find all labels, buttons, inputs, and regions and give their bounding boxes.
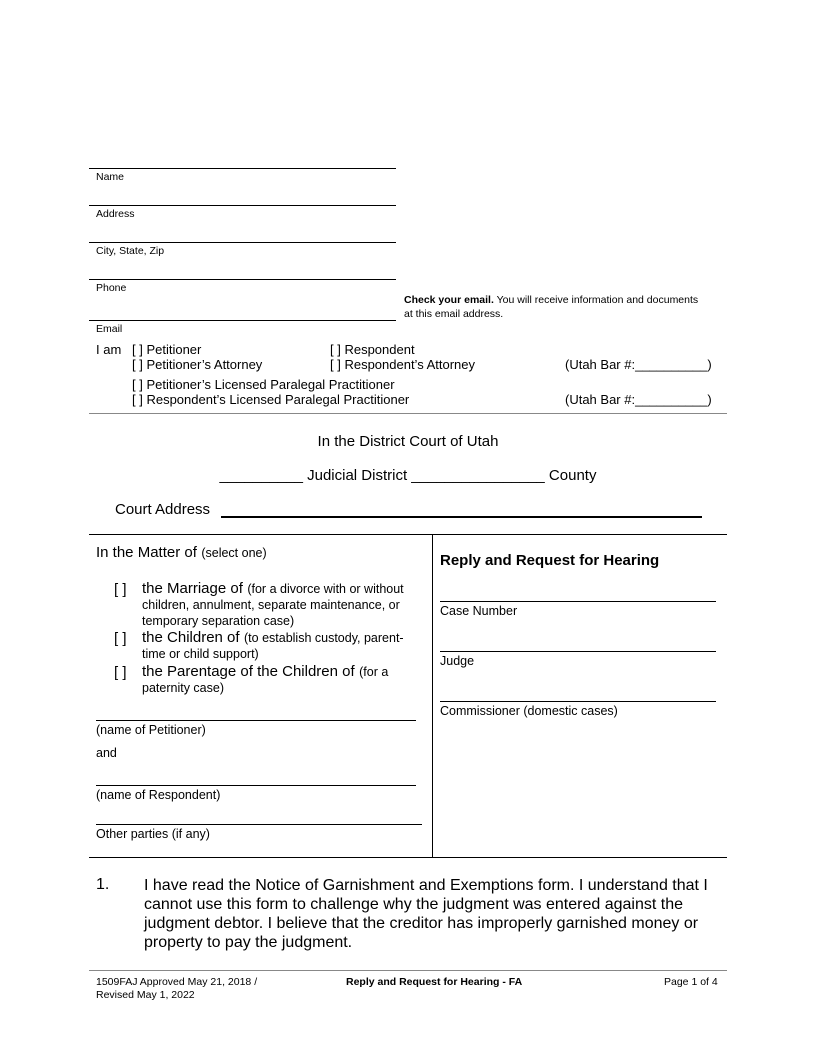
case-number-label: Case Number	[440, 604, 518, 618]
utah-bar-field-1[interactable]: (Utah Bar #:__________)	[565, 357, 712, 372]
marriage-title: the Marriage of	[142, 580, 243, 597]
judge-label: Judge	[440, 654, 475, 668]
parentage-option	[142, 664, 426, 696]
matter-heading	[96, 544, 267, 562]
petitioner-name-label: (name of Petitioner)	[96, 723, 206, 737]
commissioner-label: Commissioner (domestic cases)	[440, 704, 618, 718]
court-title: In the District Court of Utah	[317, 433, 499, 450]
respondent-name-label: (name of Respondent)	[96, 788, 221, 802]
footer-page: Page 1 of 4	[664, 976, 718, 988]
commissioner-line[interactable]	[440, 701, 716, 702]
children-checkbox[interactable]: [ ]	[114, 630, 127, 647]
and-label: and	[96, 746, 117, 760]
role-respondent-attorney-checkbox[interactable]: [ ] Respondent’s Attorney	[330, 357, 476, 372]
caption-bottom-rule	[89, 857, 727, 858]
court-address-label: Court Address	[115, 501, 211, 518]
children-option	[142, 630, 426, 662]
children-note: (to establish custody, parent-time or child support)	[142, 631, 404, 661]
email-note-bold: Check your email.	[404, 294, 494, 306]
children-title: the Children of	[142, 629, 240, 646]
marriage-note: (for a divorce with or without children, annulment, separate maintenance, or temporary separation case)	[142, 582, 404, 628]
city-line[interactable]	[89, 242, 396, 243]
petitioner-name-line[interactable]	[96, 720, 416, 721]
matter-heading-note: (select one)	[201, 546, 267, 560]
role-divider	[89, 413, 727, 414]
role-lead: I am	[96, 342, 122, 357]
footer-rule	[89, 970, 727, 971]
parentage-checkbox[interactable]: [ ]	[114, 664, 127, 681]
parentage-title: the Parentage of the Children of	[142, 663, 355, 680]
address-label: Address	[96, 208, 135, 220]
matter-heading-text: In the Matter of	[96, 544, 197, 561]
role-petitioner-attorney-checkbox[interactable]: [ ] Petitioner’s Attorney	[132, 357, 263, 372]
city-label: City, State, Zip	[96, 245, 165, 257]
role-resp-paralegal-checkbox[interactable]: [ ] Respondent’s Licensed Paralegal Practitioner	[132, 392, 410, 407]
parentage-note: (for a paternity case)	[142, 665, 389, 695]
caption-top-rule	[89, 534, 727, 535]
form-title: Reply and Request for Hearing	[440, 552, 660, 569]
email-label: Email	[96, 323, 123, 335]
marriage-option	[142, 581, 426, 629]
judge-line[interactable]	[440, 651, 716, 652]
name-line[interactable]	[89, 168, 396, 169]
footer-title: Reply and Request for Hearing - FA	[346, 976, 523, 988]
other-parties-label: Other parties (if any)	[96, 827, 210, 841]
email-note-rest: You will receive information and documents at this email address.	[404, 294, 699, 320]
case-number-line[interactable]	[440, 601, 716, 602]
role-petitioner-checkbox[interactable]: [ ] Petitioner	[132, 342, 202, 357]
address-line[interactable]	[89, 205, 396, 206]
email-line[interactable]	[89, 320, 396, 321]
email-note	[404, 293, 704, 321]
court-address-line[interactable]	[221, 516, 702, 518]
phone-line[interactable]	[89, 279, 396, 280]
marriage-checkbox[interactable]: [ ]	[114, 581, 127, 598]
item-number: 1.	[96, 876, 110, 893]
utah-bar-field-2[interactable]: (Utah Bar #:__________)	[565, 392, 712, 407]
name-label: Name	[96, 171, 125, 183]
other-parties-line[interactable]	[96, 824, 422, 825]
respondent-name-line[interactable]	[96, 785, 416, 786]
phone-label: Phone	[96, 282, 127, 294]
footer-revised: Revised May 1, 2022	[96, 989, 195, 1001]
item-text: I have read the Notice of Garnishment and Exemptions form. I understand that I cannot use this form to challenge why the judgment was entered against the judgment debtor. I believe that the creditor has improperly garnished money or property to pay the judgment.	[144, 877, 708, 951]
role-pet-paralegal-checkbox[interactable]: [ ] Petitioner’s Licensed Paralegal Practitioner	[132, 377, 395, 392]
footer-form-id: 1509FAJ Approved May 21, 2018 /	[96, 976, 258, 988]
caption-divider	[432, 534, 433, 857]
district-county-line[interactable]: __________ Judicial District ________________ County	[219, 467, 597, 484]
role-respondent-checkbox[interactable]: [ ] Respondent	[330, 342, 415, 357]
